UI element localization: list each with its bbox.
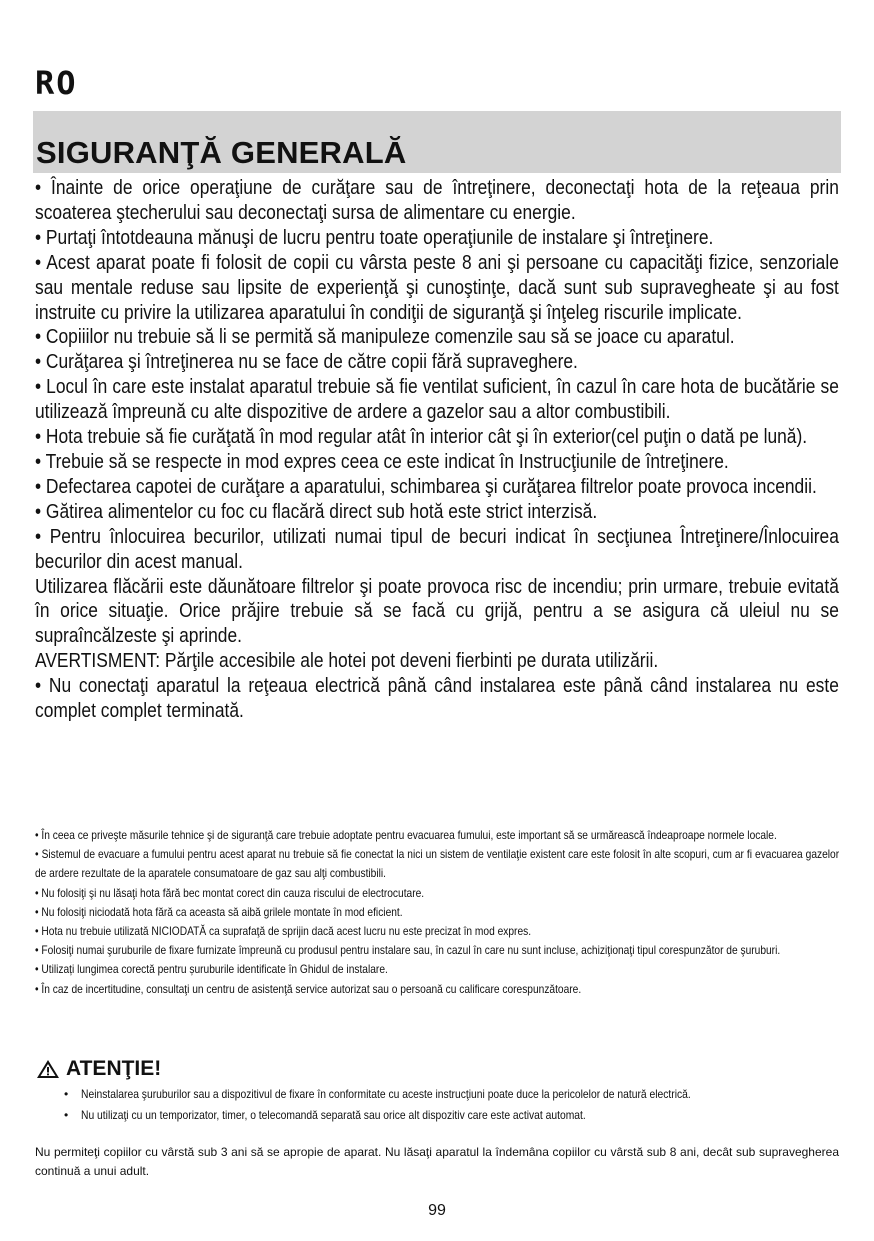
children-note: Nu permiteţi copiilor cu vârstă sub 3 ani să se apropie de aparat. Nu lăsaţi aparatul la îndemâna copiilor cu vârstă sub 8 ani, decât sub supravegherea continuă a unui adult. [35,1145,839,1178]
small-paragraph: • În ceea ce priveşte măsurile tehnice şi de siguranţă care trebuie adoptate pentru evacuarea fumului, este important să se urmărească îndeaproape normele locale. [35,828,777,842]
warning-heading [36,1057,161,1081]
main-paragraph: • Copiiilor nu trebuie să li se permită să manipuleze comenzile sau să se joace cu aparatul. [35,326,735,349]
small-paragraph: • Sistemul de evacuare a fumului pentru acest aparat nu trebuie să fie conectat la nici un sistem de ventilaţie existent care este folosit în alte scopuri, cum ar fi evacuarea gazelor de ardere rezultate de la aparatele consumatoare de gaz sau alţi combustibili. [35,847,840,881]
main-paragraph: • Înainte de orice operaţiune de curăţare sau de întreţinere, deconectaţi hota de la reţeaua prin scoaterea ştecherului sau deconectaţi sursa de alimentare cu energie. [35,177,839,224]
safety-instructions [35,176,839,724]
warning-title: ATENŢIE! [66,1057,162,1080]
main-paragraph: • Hota trebuie să fie curăţată în mod regular atât în interior cât şi în exterior(cel puţin o dată pe lună). [35,426,808,449]
small-paragraph: • Hota nu trebuie utilizată NICIODATĂ ca suprafaţă de sprijin dacă acest lucru nu este precizat în mod expres. [35,924,532,939]
main-paragraph: • Acest aparat poate fi folosit de copii cu vârsta peste 8 ani şi persoane cu capacităţi fizice, senzoriale sau mentale reduse sau lipsite de experienţă şi cunoştinţe, dacă sunt sub supravegheate şi au fost instruite cu privire la utilizarea aparatului în condiţii de siguranţă şi înţeleg riscurile implicate. [35,251,839,324]
page-number: 99 [428,1202,446,1219]
page-title: SIGURANŢĂ GENERALĂ [36,135,407,170]
main-paragraph: Utilizarea flăcării este dăunătoare filtrelor şi poate provoca risc de incendiu; prin urmare, trebuie evitată în orice situaţie. Orice prăjire trebuie să se facă cu grijă, pentru a se asigura că uleiul nu se supraîncălzeste şi aprinde. [35,575,839,648]
small-paragraph: • În caz de incertitudine, consultaţi un centru de asistenţă service autorizat sau o persoană cu calificare corespunzătoare. [35,981,582,996]
small-paragraph: • Folosiţi numai şuruburile de fixare furnizate împreună cu produsul pentru instalare sau, în cazul în care nu sunt incluse, achiziţionaţi tipul corespunzător de şuruburi. [35,943,781,958]
main-paragraph: • Nu conectaţi aparatul la reţeaua electrică până când instalarea este până când instalarea nu este complet complet terminată. [35,675,839,723]
small-paragraph: • Nu folosiţi şi nu lăsaţi hota fără bec montat corect din cauza riscului de electrocutare. [35,885,425,900]
warning-paragraph: AVERTISMENT: Părţile accesibile ale hotei pot deveni fierbinti pe durata utilizării. [35,650,659,673]
main-paragraph: • Gătirea alimentelor cu foc cu flacără direct sub hotă este strict interzisă. [35,500,598,523]
small-paragraph: • Nu folosiţi niciodată hota fără ca aceasta să aibă grilele montate în mod eficient. [35,904,403,919]
main-paragraph: • Locul în care este instalat aparatul trebuie să fie ventilat suficient, în cazul în care hota de bucătărie se utilizează împreună cu alte dispozitive de ardere a gazelor sau a altor combustibili. [35,376,839,424]
main-paragraph: • Curăţarea şi întreţinerea nu se face de către copii fără supraveghere. [35,351,578,374]
technical-notes [35,826,839,999]
main-paragraph: • Purtaţi întotdeauna mănuşi de lucru pentru toate operaţiunile de instalare şi întreţinere. [35,226,714,249]
main-paragraph: • Pentru înlocuirea becurilor, utilizati numai tipul de becuri indicat în secţiunea Întreţinere/Înlocuirea becurilor din acest manual. [35,525,839,573]
warning-item: • Nu utilizaţi cu un temporizator, timer, o telecomandă separată sau orice alt dispozitiv care este activat automat. [64,1105,844,1126]
warning-triangle-icon [36,1059,60,1079]
language-code: RO [35,64,78,102]
section-title-bar [33,111,841,173]
main-paragraph: • Trebuie să se respecte in mod expres ceea ce este indicat în Instrucţiunile de întreţinere. [35,450,729,473]
warning-list [64,1084,844,1126]
main-paragraph: • Defectarea capotei de curăţare a aparatului, schimbarea şi curăţarea filtrelor poate provoca incendii. [35,475,817,498]
warning-item: • Neinstalarea şuruburilor sau a dispozitivul de fixare în conformitate cu aceste instrucţiuni poate duce la pericolelor de natură electrică. [64,1084,844,1105]
small-paragraph: • Utilizați lungimea corectă pentru șuruburile identificate în Ghidul de instalare. [35,962,388,977]
